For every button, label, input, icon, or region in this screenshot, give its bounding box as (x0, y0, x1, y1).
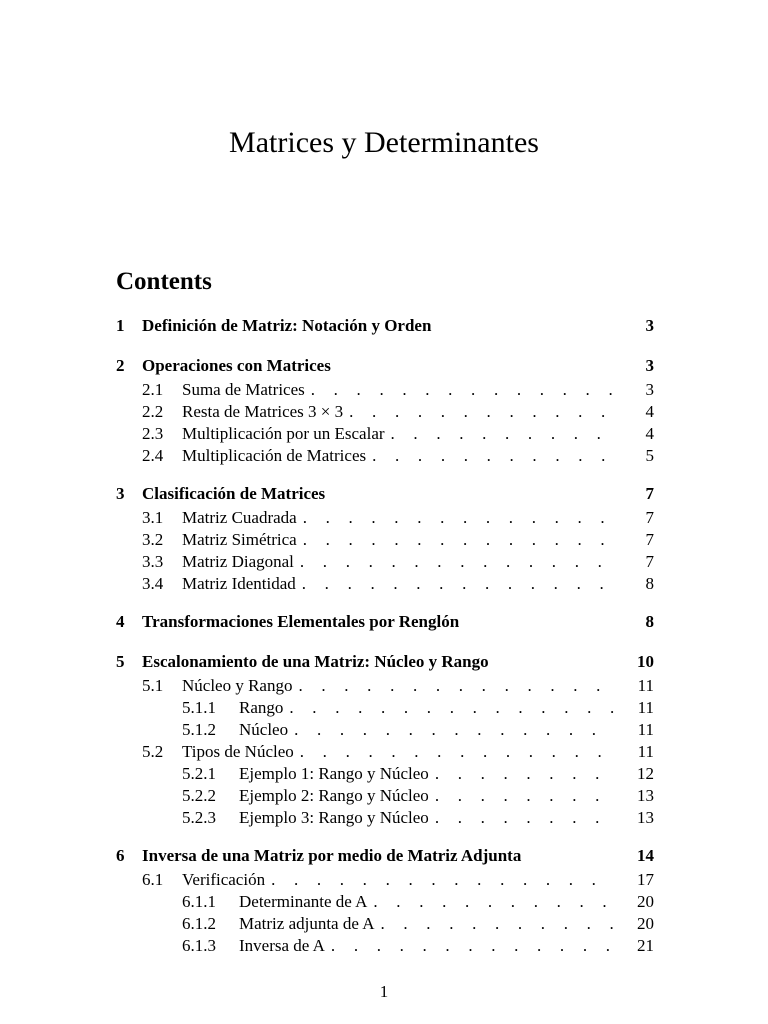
toc-entry-page: 10 (637, 652, 654, 671)
toc-entry-number: 3.4 (142, 574, 164, 593)
toc-entry-title: Inversa de A (239, 936, 325, 955)
toc-entry-number: 3.2 (142, 530, 164, 549)
toc-entry-page: 4 (645, 402, 654, 421)
toc-entry-title: Matriz Diagonal (182, 552, 294, 571)
toc-entry-number: 6 (116, 846, 125, 865)
document-title: Matrices y Determinantes (229, 126, 539, 159)
toc-entry-title: Ejemplo 1: Rango y Núcleo (239, 764, 429, 783)
toc-entry-number: 3 (116, 484, 125, 503)
toc-entry-title: Matriz Cuadrada (182, 508, 297, 527)
dot-leader (303, 508, 614, 528)
toc-entry-page: 12 (637, 764, 654, 783)
toc-entry-page: 7 (645, 508, 654, 527)
toc-entry-title: Escalonamiento de una Matriz: Núcleo y Rango (142, 652, 489, 671)
toc-subsubsection[interactable] (116, 936, 654, 958)
toc-subsubsection[interactable] (116, 786, 654, 808)
toc-entry-page: 11 (637, 742, 654, 761)
toc-section[interactable] (116, 316, 654, 340)
toc-entry-number: 6.1.3 (182, 936, 216, 955)
toc-entry-page: 13 (637, 786, 654, 805)
toc-entry-title: Matriz adjunta de A (239, 914, 375, 933)
toc-entry-title: Suma de Matrices (182, 380, 305, 399)
toc-entry-number: 2.1 (142, 380, 164, 399)
toc-entry-title: Inversa de una Matriz por medio de Matriz Adjunta (142, 846, 522, 865)
dot-leader (435, 808, 614, 828)
toc-entry-number: 3.1 (142, 508, 164, 527)
toc-entry-page: 5 (645, 446, 654, 465)
toc-entry-title: Determinante de A (239, 892, 368, 911)
toc-entry-title: Núcleo (239, 720, 289, 739)
dot-leader (435, 786, 614, 806)
toc-entry-number: 4 (116, 612, 125, 631)
toc-section[interactable] (116, 484, 654, 508)
toc-entry-title: Tipos de Núcleo (182, 742, 294, 761)
toc-section[interactable] (116, 356, 654, 380)
toc-entry-number: 5.1 (142, 676, 164, 695)
toc-entry-page: 3 (645, 380, 654, 399)
toc-entry-number: 5.1.2 (182, 720, 216, 739)
toc-entry-page: 20 (637, 914, 654, 933)
toc-entry-title: Ejemplo 2: Rango y Núcleo (239, 786, 429, 805)
toc-entry-number: 6.1 (142, 870, 164, 889)
toc-entry-number: 5.2.3 (182, 808, 216, 827)
toc-entry-title: Matriz Simétrica (182, 530, 297, 549)
dot-leader (373, 892, 614, 912)
toc-entry-title: Definición de Matriz: Notación y Orden (142, 316, 432, 335)
dot-leader (331, 936, 614, 956)
toc-entry-title: Multiplicación de Matrices (182, 446, 367, 465)
toc-entry-number: 2.4 (142, 446, 164, 465)
toc-entry-number: 5.1.1 (182, 698, 216, 717)
toc-entry-page: 7 (645, 552, 654, 571)
toc-subsection[interactable] (116, 508, 654, 530)
toc-entry-number: 5.2.1 (182, 764, 216, 783)
toc-entry-number: 5.2.2 (182, 786, 216, 805)
toc-entry-page: 7 (645, 484, 654, 503)
toc-entry-title: Núcleo y Rango (182, 676, 293, 695)
toc-subsubsection[interactable] (116, 764, 654, 786)
toc-entry-page: 11 (637, 720, 654, 739)
toc-subsubsection[interactable] (116, 914, 654, 936)
toc-entry-title: Transformaciones Elementales por Renglón (142, 612, 460, 631)
page-number: 1 (379, 982, 389, 1001)
toc-subsection[interactable] (116, 446, 654, 468)
toc-entry-title: Multiplicación por un Escalar (182, 424, 385, 443)
toc-section[interactable] (116, 846, 654, 870)
toc-subsubsection[interactable] (116, 720, 654, 742)
dot-leader (391, 424, 614, 444)
toc-entry-title: Matriz Identidad (182, 574, 296, 593)
toc-entry-number: 3.3 (142, 552, 164, 571)
toc-entry-page: 13 (637, 808, 654, 827)
toc-subsection[interactable] (116, 742, 654, 764)
toc-subsubsection[interactable] (116, 808, 654, 830)
toc-entry-page: 8 (645, 612, 654, 631)
dot-leader (294, 720, 614, 740)
toc-entry-number: 5 (116, 652, 125, 671)
toc-entry-title: Rango (239, 698, 284, 717)
dot-leader (300, 742, 614, 762)
toc-entry-number: 6.1.2 (182, 914, 216, 933)
toc-entry-title: Clasificación de Matrices (142, 484, 326, 503)
dot-leader (311, 380, 614, 400)
toc-entry-page: 11 (637, 676, 654, 695)
toc-entry-number: 1 (116, 316, 125, 335)
toc-subsection[interactable] (116, 530, 654, 552)
toc-entry-page: 3 (645, 356, 654, 375)
dot-leader (289, 698, 614, 718)
toc-subsection[interactable] (116, 676, 654, 698)
dot-leader (300, 552, 614, 572)
toc-subsection[interactable] (116, 424, 654, 446)
toc-subsection[interactable] (116, 870, 654, 892)
contents-heading: Contents (116, 268, 212, 295)
toc-entry-number: 2.2 (142, 402, 164, 421)
toc-subsubsection[interactable] (116, 892, 654, 914)
toc-subsection[interactable] (116, 402, 654, 424)
toc-section[interactable] (116, 612, 654, 636)
dot-leader (302, 574, 614, 594)
toc-entry-title: Operaciones con Matrices (142, 356, 331, 375)
toc-entry-page: 14 (637, 846, 654, 865)
toc-subsection[interactable] (116, 574, 654, 596)
dot-leader (372, 446, 614, 466)
dot-leader (349, 402, 614, 422)
toc-entry-page: 4 (645, 424, 654, 443)
toc-entry-number: 2 (116, 356, 125, 375)
toc-entry-page: 20 (637, 892, 654, 911)
dot-leader (303, 530, 614, 550)
toc-entry-number: 2.3 (142, 424, 164, 443)
toc-entry-number: 6.1.1 (182, 892, 216, 911)
toc-subsubsection[interactable] (116, 698, 654, 720)
toc-entry-title: Verificación (182, 870, 266, 889)
toc-entry-number: 5.2 (142, 742, 164, 761)
toc-entry-page: 8 (645, 574, 654, 593)
table-of-contents (116, 316, 654, 958)
toc-entry-page: 11 (637, 698, 654, 717)
toc-entry-page: 21 (637, 936, 654, 955)
toc-entry-page: 17 (637, 870, 654, 889)
dot-leader (435, 764, 614, 784)
toc-subsection[interactable] (116, 552, 654, 574)
dot-leader (381, 914, 615, 934)
toc-subsection[interactable] (116, 380, 654, 402)
toc-entry-page: 3 (645, 316, 654, 335)
toc-entry-title: Ejemplo 3: Rango y Núcleo (239, 808, 429, 827)
toc-entry-page: 7 (645, 530, 654, 549)
toc-section[interactable] (116, 652, 654, 676)
dot-leader (298, 676, 614, 696)
dot-leader (271, 870, 614, 890)
toc-entry-title: Resta de Matrices 3 × 3 (182, 402, 344, 421)
